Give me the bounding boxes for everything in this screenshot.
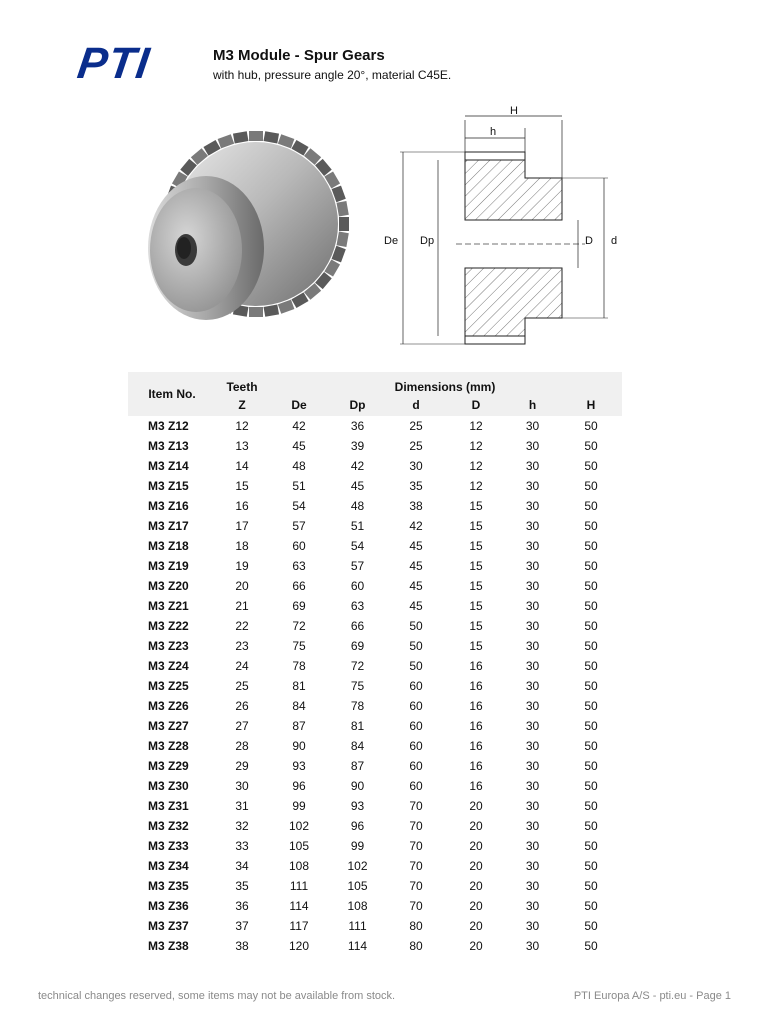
item-number-cell: M3 Z12	[148, 419, 189, 433]
table-cell: 60	[409, 719, 423, 733]
table-cell: 50	[584, 939, 598, 953]
table-cell: 30	[525, 639, 540, 653]
table-cell: 15	[469, 499, 483, 513]
table-row	[128, 776, 622, 796]
table-cell: 81	[350, 719, 365, 733]
spec-table	[128, 372, 622, 956]
item-number-cell: M3 Z28	[148, 739, 189, 753]
table-cell: 63	[350, 599, 365, 613]
table-cell: 30	[525, 659, 540, 673]
table-cell: 15	[469, 539, 483, 553]
table-cell: 96	[292, 779, 306, 793]
item-number-cell: M3 Z26	[148, 699, 189, 713]
table-cell: 75	[350, 679, 365, 693]
label-H: H	[510, 105, 518, 117]
table-cell: 70	[409, 819, 423, 833]
table-cell: 25	[409, 419, 423, 433]
page-subtitle: with hub, pressure angle 20°, material C45E.	[213, 68, 452, 82]
table-cell: 15	[235, 479, 249, 493]
table-cell: 117	[289, 919, 309, 933]
table-cell: 30	[525, 679, 540, 693]
table-cell: 50	[584, 539, 598, 553]
table-cell: 57	[292, 519, 306, 533]
table-cell: 31	[235, 799, 249, 813]
table-cell: 50	[584, 459, 598, 473]
table-cell: 12	[469, 439, 483, 453]
table-cell: 30	[525, 419, 540, 433]
item-number-cell: M3 Z14	[148, 459, 189, 473]
table-row	[128, 636, 622, 656]
table-cell: 20	[235, 579, 249, 593]
table-cell: 80	[409, 919, 423, 933]
item-number-cell: M3 Z22	[148, 619, 189, 633]
table-cell: 70	[409, 799, 423, 813]
item-number-cell: M3 Z34	[148, 859, 189, 873]
table-cell: 18	[235, 539, 249, 553]
table-row	[128, 916, 622, 936]
table-cell: 16	[469, 659, 483, 673]
table-cell: 50	[584, 599, 598, 613]
table-cell: 30	[525, 939, 540, 953]
table-row	[128, 656, 622, 676]
table-cell: 12	[469, 459, 483, 473]
table-row	[128, 516, 622, 536]
table-row	[128, 416, 622, 436]
table-cell: 13	[235, 439, 249, 453]
table-cell: 30	[409, 459, 423, 473]
table-cell: 36	[235, 899, 249, 913]
table-cell: 34	[235, 859, 249, 873]
table-row	[128, 476, 622, 496]
table-cell: 21	[235, 599, 249, 613]
table-cell: 50	[584, 919, 598, 933]
table-cell: 99	[350, 839, 365, 853]
table-cell: 30	[525, 839, 540, 853]
header-item-no: Item No.	[128, 372, 216, 416]
table-cell: 16	[469, 779, 483, 793]
spur-gear-photo	[138, 128, 350, 340]
col-header: D	[447, 394, 505, 416]
table-cell: 45	[409, 559, 423, 573]
table-cell: 70	[409, 899, 423, 913]
item-number-cell: M3 Z33	[148, 839, 189, 853]
table-cell: 50	[584, 739, 598, 753]
table-cell: 50	[584, 679, 598, 693]
table-row	[128, 576, 622, 596]
item-number-cell: M3 Z21	[148, 599, 189, 613]
table-cell: 93	[292, 759, 306, 773]
label-h: h	[490, 126, 497, 138]
table-cell: 60	[409, 779, 423, 793]
table-cell: 50	[584, 859, 598, 873]
spec-table-body	[128, 416, 622, 956]
table-cell: 84	[292, 699, 306, 713]
table-row	[128, 716, 622, 736]
table-cell: 20	[469, 819, 483, 833]
table-cell: 39	[350, 439, 365, 453]
table-cell: 114	[347, 939, 368, 953]
table-cell: 99	[292, 799, 306, 813]
table-cell: 69	[350, 639, 365, 653]
table-cell: 50	[584, 579, 598, 593]
table-cell: 30	[525, 819, 540, 833]
table-cell: 50	[584, 879, 598, 893]
table-cell: 111	[289, 879, 309, 893]
table-cell: 50	[584, 639, 598, 653]
table-cell: 50	[584, 759, 598, 773]
table-cell: 108	[347, 899, 368, 913]
table-cell: 70	[409, 859, 423, 873]
table-cell: 50	[409, 619, 423, 633]
table-cell: 28	[235, 739, 249, 753]
table-cell: 69	[292, 599, 306, 613]
table-cell: 50	[584, 659, 598, 673]
table-row	[128, 896, 622, 916]
table-cell: 57	[350, 559, 365, 573]
table-row	[128, 816, 622, 836]
table-cell: 72	[292, 619, 306, 633]
table-cell: 50	[409, 659, 423, 673]
table-cell: 111	[348, 919, 367, 933]
pti-logo: PTI	[74, 39, 153, 88]
table-cell: 105	[288, 839, 310, 853]
item-number-cell: M3 Z32	[148, 819, 189, 833]
table-cell: 50	[584, 779, 598, 793]
table-cell: 42	[292, 419, 306, 433]
table-cell: 30	[525, 899, 540, 913]
table-row	[128, 856, 622, 876]
table-cell: 60	[409, 699, 423, 713]
table-cell: 50	[409, 639, 423, 653]
table-cell: 75	[292, 639, 306, 653]
label-Dp: Dp	[420, 235, 435, 247]
table-cell: 78	[292, 659, 306, 673]
table-cell: 78	[350, 699, 365, 713]
table-cell: 19	[235, 559, 249, 573]
table-row	[128, 796, 622, 816]
table-cell: 84	[350, 739, 365, 753]
table-cell: 30	[235, 779, 249, 793]
gear-tooth	[337, 201, 349, 217]
table-cell: 50	[584, 519, 598, 533]
table-cell: 81	[292, 679, 306, 693]
table-cell: 50	[584, 899, 598, 913]
table-cell: 114	[289, 899, 309, 913]
table-cell: 54	[350, 539, 365, 553]
table-row	[128, 936, 622, 956]
gear-tooth	[264, 305, 280, 317]
page-title: M3 Module - Spur Gears	[213, 47, 385, 64]
table-cell: 12	[469, 419, 483, 433]
table-cell: 16	[469, 699, 483, 713]
table-cell: 93	[350, 799, 365, 813]
table-cell: 30	[525, 579, 540, 593]
table-cell: 87	[292, 719, 306, 733]
table-cell: 29	[235, 759, 249, 773]
table-cell: 30	[525, 539, 540, 553]
item-number-cell: M3 Z36	[148, 899, 189, 913]
table-cell: 15	[469, 599, 483, 613]
col-header: H	[560, 394, 622, 416]
table-cell: 42	[409, 519, 423, 533]
table-cell: 30	[525, 519, 540, 533]
table-cell: 120	[288, 939, 310, 953]
table-cell: 66	[350, 619, 365, 633]
table-cell: 42	[350, 459, 365, 473]
table-cell: 60	[350, 579, 365, 593]
footer-page-info: PTI Europa A/S - pti.eu - Page 1	[573, 990, 731, 1002]
table-cell: 50	[584, 699, 598, 713]
table-cell: 60	[409, 759, 423, 773]
table-row	[128, 836, 622, 856]
table-cell: 15	[469, 639, 483, 653]
item-number-cell: M3 Z16	[148, 499, 189, 513]
table-cell: 20	[469, 859, 483, 873]
gear-tooth	[339, 217, 349, 231]
table-cell: 12	[235, 419, 249, 433]
table-cell: 17	[235, 519, 249, 533]
table-cell: 105	[347, 879, 368, 893]
table-cell: 30	[525, 879, 540, 893]
label-De: De	[384, 235, 399, 247]
table-cell: 20	[469, 799, 483, 813]
table-cell: 20	[469, 879, 483, 893]
item-number-cell: M3 Z13	[148, 439, 189, 453]
item-number-cell: M3 Z17	[148, 519, 189, 533]
table-cell: 25	[235, 679, 249, 693]
table-cell: 37	[235, 919, 249, 933]
table-row	[128, 616, 622, 636]
table-cell: 16	[469, 679, 483, 693]
table-cell: 26	[235, 699, 249, 713]
table-cell: 60	[409, 739, 423, 753]
table-cell: 45	[409, 599, 423, 613]
item-number-cell: M3 Z38	[148, 939, 189, 953]
table-cell: 16	[235, 499, 249, 513]
gear-dimension-drawing	[380, 100, 630, 350]
table-cell: 50	[584, 799, 598, 813]
table-row	[128, 456, 622, 476]
table-cell: 30	[525, 599, 540, 613]
table-cell: 23	[235, 639, 249, 653]
table-cell: 72	[350, 659, 365, 673]
table-cell: 24	[235, 659, 249, 673]
item-number-cell: M3 Z19	[148, 559, 189, 573]
table-cell: 25	[409, 439, 423, 453]
table-cell: 60	[409, 679, 423, 693]
table-cell: 16	[469, 739, 483, 753]
table-row	[128, 436, 622, 456]
item-number-cell: M3 Z35	[148, 879, 189, 893]
table-cell: 15	[469, 559, 483, 573]
table-cell: 30	[525, 919, 540, 933]
table-cell: 20	[469, 899, 483, 913]
table-row	[128, 496, 622, 516]
table-cell: 51	[292, 479, 306, 493]
table-cell: 30	[525, 559, 540, 573]
table-cell: 20	[469, 919, 483, 933]
table-cell: 38	[235, 939, 249, 953]
table-row	[128, 596, 622, 616]
table-cell: 87	[350, 759, 365, 773]
table-cell: 30	[525, 619, 540, 633]
table-cell: 14	[235, 459, 249, 473]
col-header: d	[385, 394, 447, 416]
table-cell: 108	[288, 859, 310, 873]
table-row	[128, 676, 622, 696]
gear-tooth	[249, 307, 263, 317]
table-cell: 60	[292, 539, 306, 553]
table-cell: 50	[584, 559, 598, 573]
item-number-cell: M3 Z15	[148, 479, 189, 493]
table-cell: 50	[584, 419, 598, 433]
table-cell: 22	[235, 619, 249, 633]
label-d: d	[611, 235, 618, 247]
label-D: D	[585, 235, 593, 247]
table-cell: 70	[409, 879, 423, 893]
item-number-cell: M3 Z30	[148, 779, 189, 793]
table-cell: 50	[584, 819, 598, 833]
table-cell: 12	[469, 479, 483, 493]
gear-tooth	[337, 232, 349, 248]
item-number-cell: M3 Z25	[148, 679, 189, 693]
col-header: Z	[216, 394, 268, 416]
table-cell: 70	[409, 839, 423, 853]
table-cell: 48	[350, 499, 365, 513]
table-cell: 80	[409, 939, 423, 953]
table-cell: 35	[409, 479, 423, 493]
gear-tooth	[249, 131, 263, 141]
item-number-cell: M3 Z24	[148, 659, 189, 673]
table-cell: 96	[350, 819, 365, 833]
item-number-cell: M3 Z37	[148, 919, 189, 933]
table-cell: 51	[350, 519, 365, 533]
table-cell: 32	[235, 819, 249, 833]
col-header: De	[268, 394, 330, 416]
table-cell: 35	[235, 879, 249, 893]
table-cell: 30	[525, 799, 540, 813]
table-row	[128, 696, 622, 716]
table-cell: 33	[235, 839, 249, 853]
table-cell: 102	[347, 859, 368, 873]
table-cell: 15	[469, 619, 483, 633]
table-row	[128, 736, 622, 756]
table-cell: 50	[584, 839, 598, 853]
table-cell: 50	[584, 719, 598, 733]
item-number-cell: M3 Z29	[148, 759, 189, 773]
table-cell: 30	[525, 499, 540, 513]
table-cell: 30	[525, 719, 540, 733]
gear-tooth	[233, 131, 249, 143]
table-cell: 16	[469, 719, 483, 733]
header-teeth: Teeth	[216, 372, 268, 394]
table-cell: 90	[292, 739, 306, 753]
gear-tooth	[264, 131, 280, 143]
item-number-cell: M3 Z23	[148, 639, 189, 653]
table-cell: 30	[525, 459, 540, 473]
table-cell: 30	[525, 759, 540, 773]
table-cell: 36	[350, 419, 365, 433]
table-cell: 63	[292, 559, 306, 573]
item-number-cell: M3 Z31	[148, 799, 189, 813]
header-dimensions: Dimensions (mm)	[268, 372, 622, 394]
table-cell: 30	[525, 739, 540, 753]
table-cell: 15	[469, 579, 483, 593]
item-number-cell: M3 Z18	[148, 539, 189, 553]
table-cell: 90	[350, 779, 365, 793]
table-cell: 30	[525, 479, 540, 493]
table-cell: 20	[469, 939, 483, 953]
table-cell: 50	[584, 479, 598, 493]
table-row	[128, 556, 622, 576]
table-cell: 45	[409, 579, 423, 593]
item-number-cell: M3 Z27	[148, 719, 189, 733]
table-cell: 50	[584, 439, 598, 453]
table-cell: 30	[525, 439, 540, 453]
table-row	[128, 876, 622, 896]
table-cell: 30	[525, 699, 540, 713]
col-header: h	[505, 394, 560, 416]
item-number-cell: M3 Z20	[148, 579, 189, 593]
table-cell: 102	[288, 819, 310, 833]
table-cell: 45	[409, 539, 423, 553]
col-header: Dp	[330, 394, 385, 416]
table-cell: 45	[350, 479, 365, 493]
table-cell: 27	[235, 719, 249, 733]
table-cell: 54	[292, 499, 306, 513]
table-cell: 20	[469, 839, 483, 853]
table-cell: 48	[292, 459, 306, 473]
table-cell: 30	[525, 859, 540, 873]
table-row	[128, 756, 622, 776]
table-cell: 15	[469, 519, 483, 533]
table-cell: 30	[525, 779, 540, 793]
table-cell: 66	[292, 579, 306, 593]
table-row	[128, 536, 622, 556]
table-cell: 45	[292, 439, 306, 453]
table-cell: 38	[409, 499, 423, 513]
footer-disclaimer: technical changes reserved, some items may not be available from stock.	[38, 990, 396, 1002]
table-cell: 50	[584, 499, 598, 513]
table-cell: 16	[469, 759, 483, 773]
table-cell: 50	[584, 619, 598, 633]
